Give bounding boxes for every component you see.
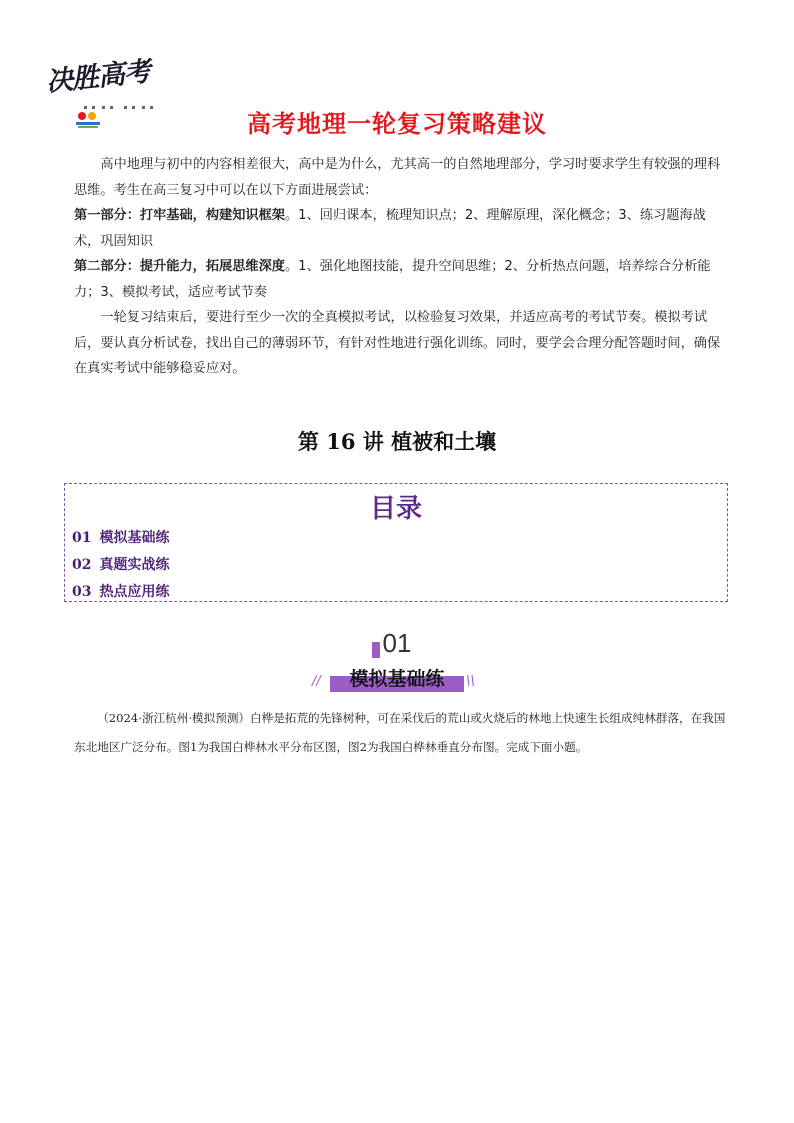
section-heading: [330, 664, 464, 692]
toc-item-number: 03: [72, 584, 92, 600]
intro-paragraph: 高中地理与初中的内容相差很大，高中是为什么，尤其高一的自然地理部分，学习时要求学生有较强的理科思维。考生在高三复习中可以在以下方面进展尝试：: [74, 157, 721, 198]
toc-title: 目录: [369, 494, 422, 524]
conclusion-paragraph: 一轮复习结束后，要进行至少一次的全真模拟考试，以检验复习效果，并适应高考的考试节奏。模拟考试后，要认真分析试卷，找出自己的薄弱环节，有针对性地进行强化训练。同时，要学会合理分配答题时间，确保在真实考试中能够稳妥应对。: [74, 310, 721, 376]
toc-item-label: 真题实战练: [99, 557, 170, 573]
section-title: 模拟基础练: [349, 668, 445, 690]
page-headline: 高考地理一轮复习策略建议: [247, 110, 547, 138]
toc-item[interactable]: [72, 581, 169, 608]
toc-item-label: 热点应用练: [99, 584, 170, 600]
toc-list: [72, 527, 169, 608]
table-of-contents: [64, 483, 728, 602]
part2-text: 。1、强化地图技能，提升空间思维；2、分析热点问题，培养综合分析能力；3、模拟考试，适应考试节奏: [74, 259, 711, 300]
left-slash-decoration: //: [312, 674, 321, 689]
part1-paragraph: [74, 203, 726, 254]
question-intro: [74, 704, 730, 762]
toc-item[interactable]: [72, 527, 169, 554]
part2-paragraph: [74, 254, 726, 305]
question-text: （2024·浙江杭州·模拟预测）白桦是拓荒的先锋树种，可在采伐后的荒山或火烧后的林地上快速生长组成纯林群落，在我国东北地区广泛分布。图1为我国白桦林水平分布区图，图2为我国白桦林垂直分布图。完成下面小题。: [74, 711, 726, 754]
intro-section: [74, 152, 726, 382]
part2-label: 第二部分：提升能力，拓展思维深度: [74, 259, 285, 274]
toc-item[interactable]: [72, 554, 169, 581]
logo-text: 决胜高考: [44, 56, 152, 99]
part1-text: 。1、回归课本，梳理知识点；2、理解原理，深化概念；3、练习题海战术，巩固知识: [74, 208, 706, 249]
part1-label: 第一部分：打牢基础，构建知识框架: [74, 208, 285, 223]
toc-item-label: 模拟基础练: [99, 530, 170, 546]
lecture-title: 第 16 讲 植被和土壤: [297, 429, 497, 454]
toc-item-number: 01: [72, 530, 92, 546]
right-slash-decoration: \\: [466, 674, 475, 689]
toc-item-number: 02: [72, 557, 92, 573]
section-number: 01: [382, 628, 412, 658]
